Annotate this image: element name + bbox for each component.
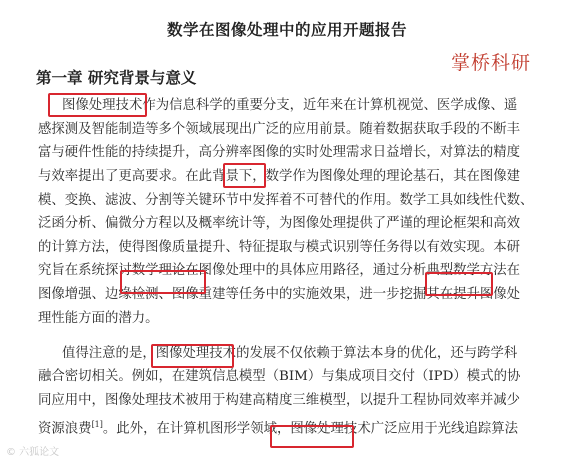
paragraph-line: 值得注意的是，图像处理技术的发展不仅依赖于算法本身的优化，还与跨学科: [62, 346, 518, 361]
paragraph-line: 理性能方面的潜力。: [38, 311, 159, 326]
paragraph-line: 模、变换、滤波、分割等关键环节中发挥着不可替代的作用。数学工具如线性代数、: [38, 193, 534, 208]
paragraph-line: 与效率提出了更高要求。在此背景下，数学作为图像处理的理论基石，其在图像建: [38, 169, 521, 184]
paragraph-line: 泛函分析、偏微分方程以及概率统计等，为图像处理提供了严谨的理论框架和高效: [38, 216, 521, 231]
paragraph-line: 究旨在系统探讨数学理论在图像处理中的具体应用路径，通过分析典型数学方法在: [38, 263, 521, 278]
paragraph-line: 感探测及智能制造等多个领域展现出广泛的应用前景。随着数据获取手段的不断丰: [38, 122, 521, 137]
citation-marker: [1]: [91, 420, 103, 429]
line-text: 。此外，在计算机图形学领域，图像处理技术广泛应用于光线追踪算法: [102, 421, 519, 437]
chapter-heading: 第一章 研究背景与意义: [36, 68, 197, 87]
paragraph-line: 的计算方法，使得图像质量提升、特征提取与模式识别等任务得以有效实现。本研: [38, 240, 521, 255]
paragraph-line: [38, 417, 519, 437]
paragraph-line: 图像增强、边缘检测、图像重建等任务中的实施效果，进一步挖掘其在提升图像处: [38, 287, 521, 302]
paragraph-line: 富与硬件性能的持续提升，高分辨率图像的实时处理需求日益增长，对算法的精度: [38, 145, 521, 160]
line-text: 资源浪费: [38, 421, 92, 437]
document-title: 数学在图像处理中的应用开题报告: [166, 20, 407, 39]
brand-watermark: 掌桥科研: [451, 52, 532, 74]
bottom-watermark: © 六狐论文: [6, 447, 60, 458]
paragraph-line: 同应用中，图像处理技术被用于构建高精度三维模型，以提升工程协同效率并减少: [38, 393, 521, 408]
paragraph-line: 融合密切相关。例如，在建筑信息模型（BIM）与集成项目交付（IPD）模式的协: [38, 369, 521, 384]
paragraph-line: 图像处理技术作为信息科学的重要分支，近年来在计算机视觉、医学成像、遥: [62, 98, 518, 113]
